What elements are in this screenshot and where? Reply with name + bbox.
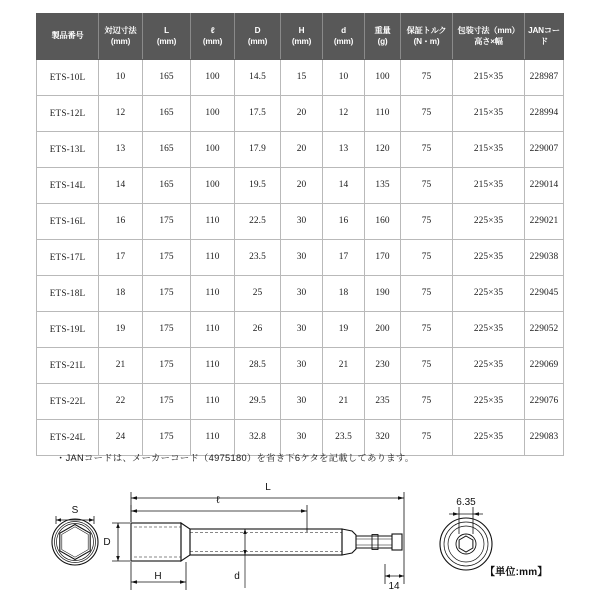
cell-D: 26 (235, 312, 281, 348)
cell-l-small: 100 (191, 96, 235, 132)
column-header-line1: 重量 (374, 26, 391, 36)
column-header-line1: L (164, 26, 169, 36)
cell-H: 30 (281, 276, 323, 312)
table-row (37, 312, 564, 348)
cell-L: 175 (143, 204, 191, 240)
cell-L: 175 (143, 276, 191, 312)
table-row (37, 384, 564, 420)
table-row (37, 348, 564, 384)
unit-note: 【単位:mm】 (485, 567, 548, 578)
column-header-line2: (g) (377, 36, 388, 46)
cell-H: 30 (281, 204, 323, 240)
column-header-across-flats (99, 14, 143, 60)
cell-torque: 75 (401, 312, 453, 348)
cell-d: 18 (323, 276, 365, 312)
cell-L: 165 (143, 132, 191, 168)
cell-d: 13 (323, 132, 365, 168)
cell-D: 22.5 (235, 204, 281, 240)
cell-jan-code: 229007 (525, 132, 564, 168)
cell-jan-code: 229045 (525, 276, 564, 312)
table-row (37, 240, 564, 276)
cell-D: 29.5 (235, 384, 281, 420)
column-header-package-size (453, 14, 525, 60)
column-header-line1: 対辺寸法 (104, 26, 137, 36)
cell-jan-code: 229038 (525, 240, 564, 276)
cell-D: 23.5 (235, 240, 281, 276)
column-header-line2: (mm) (333, 36, 354, 46)
column-header-L (143, 14, 191, 60)
cell-L: 175 (143, 312, 191, 348)
cell-package-size: 225×35 (453, 348, 525, 384)
column-header-line1: JANコード (528, 26, 560, 46)
cell-jan-code: 229083 (525, 420, 564, 456)
column-header-line1: H (298, 26, 305, 36)
cell-torque: 75 (401, 132, 453, 168)
cell-weight: 190 (365, 276, 401, 312)
dimension-D (112, 523, 130, 561)
cell-torque: 75 (401, 96, 453, 132)
specification-table (36, 13, 564, 456)
cell-L: 175 (143, 420, 191, 456)
cell-l-small: 110 (191, 204, 235, 240)
cell-product-number: ETS-22L (37, 384, 99, 420)
cell-d: 17 (323, 240, 365, 276)
cell-package-size: 215×35 (453, 168, 525, 204)
table-row (37, 204, 564, 240)
column-header-d (323, 14, 365, 60)
cell-l-small: 110 (191, 420, 235, 456)
column-header-line1: 包装寸法（mm） (457, 26, 520, 36)
table-body (37, 60, 564, 456)
jan-code-note: ・JANコードは、メーカーコード（4975180）を省き下6ケタを記載してあります。 (56, 453, 415, 463)
cell-across-flats: 21 (99, 348, 143, 384)
cell-d: 21 (323, 348, 365, 384)
cell-weight: 160 (365, 204, 401, 240)
cell-across-flats: 10 (99, 60, 143, 96)
cell-product-number: ETS-17L (37, 240, 99, 276)
dimension-value-drive-size: 6.35 (456, 497, 476, 508)
cell-jan-code: 229076 (525, 384, 564, 420)
cell-package-size: 225×35 (453, 204, 525, 240)
cell-l-small: 100 (191, 132, 235, 168)
cell-H: 30 (281, 348, 323, 384)
column-header-D (235, 14, 281, 60)
cell-d: 23.5 (323, 420, 365, 456)
cell-weight: 320 (365, 420, 401, 456)
cell-product-number: ETS-12L (37, 96, 99, 132)
cell-l-small: 110 (191, 312, 235, 348)
cell-d: 19 (323, 312, 365, 348)
cell-D: 17.5 (235, 96, 281, 132)
cell-across-flats: 19 (99, 312, 143, 348)
cell-D: 19.5 (235, 168, 281, 204)
cell-product-number: ETS-18L (37, 276, 99, 312)
cell-weight: 200 (365, 312, 401, 348)
cell-across-flats: 16 (99, 204, 143, 240)
column-header-line2: (mm) (291, 36, 312, 46)
cell-product-number: ETS-13L (37, 132, 99, 168)
cell-l-small: 110 (191, 348, 235, 384)
cell-D: 14.5 (235, 60, 281, 96)
cell-across-flats: 12 (99, 96, 143, 132)
column-header-line1: 製品番号 (51, 31, 84, 41)
dimension-d (243, 529, 247, 588)
table-row (37, 60, 564, 96)
cell-torque: 75 (401, 276, 453, 312)
cell-weight: 135 (365, 168, 401, 204)
column-header-H (281, 14, 323, 60)
column-header-line1: d (341, 26, 346, 36)
cell-D: 25 (235, 276, 281, 312)
cell-L: 165 (143, 168, 191, 204)
column-header-product-number (37, 14, 99, 60)
cell-across-flats: 24 (99, 420, 143, 456)
cell-package-size: 225×35 (453, 420, 525, 456)
cell-across-flats: 17 (99, 240, 143, 276)
cell-L: 175 (143, 240, 191, 276)
cell-product-number: ETS-14L (37, 168, 99, 204)
cell-across-flats: 14 (99, 168, 143, 204)
cell-torque: 75 (401, 60, 453, 96)
socket-end-view-icon (52, 519, 98, 565)
column-header-line2: (mm) (110, 36, 131, 46)
cell-H: 15 (281, 60, 323, 96)
cell-jan-code: 229021 (525, 204, 564, 240)
column-header-guaranteed-torque (401, 14, 453, 60)
column-header-line2: (mm) (202, 36, 223, 46)
product-technical-drawing (0, 472, 600, 600)
cell-weight: 120 (365, 132, 401, 168)
cell-D: 28.5 (235, 348, 281, 384)
column-header-line2: (N・m) (413, 36, 440, 46)
cell-torque: 75 (401, 384, 453, 420)
table-row (37, 132, 564, 168)
cell-across-flats: 13 (99, 132, 143, 168)
cell-D: 32.8 (235, 420, 281, 456)
cell-jan-code: 228994 (525, 96, 564, 132)
cell-d: 21 (323, 384, 365, 420)
column-header-line1: 保証トルク (406, 26, 447, 36)
dimension-label-L: L (265, 482, 271, 493)
cell-product-number: ETS-19L (37, 312, 99, 348)
cell-D: 17.9 (235, 132, 281, 168)
column-header-jan-code (525, 14, 564, 60)
cell-package-size: 225×35 (453, 276, 525, 312)
dimension-label-d: d (234, 571, 240, 582)
table-row (37, 168, 564, 204)
cell-jan-code: 229052 (525, 312, 564, 348)
dimension-label-S: S (71, 505, 79, 516)
cell-L: 165 (143, 60, 191, 96)
cell-torque: 75 (401, 204, 453, 240)
cell-torque: 75 (401, 348, 453, 384)
cell-weight: 235 (365, 384, 401, 420)
cell-product-number: ETS-10L (37, 60, 99, 96)
cell-L: 175 (143, 384, 191, 420)
socket-side-view (131, 523, 402, 561)
cell-torque: 75 (401, 168, 453, 204)
dimension-L (131, 492, 404, 532)
table-header (37, 14, 564, 60)
cell-H: 30 (281, 420, 323, 456)
dimension-label-l-small: ℓ (216, 495, 220, 506)
cell-torque: 75 (401, 240, 453, 276)
dimension-value-drive-length: 14 (388, 581, 400, 592)
dimension-label-D: D (103, 537, 111, 548)
cell-l-small: 100 (191, 60, 235, 96)
cell-product-number: ETS-16L (37, 204, 99, 240)
cell-weight: 100 (365, 60, 401, 96)
dimension-drive-length (385, 532, 404, 584)
dimension-label-H: H (154, 571, 162, 582)
cell-l-small: 100 (191, 168, 235, 204)
cell-package-size: 225×35 (453, 312, 525, 348)
cell-weight: 110 (365, 96, 401, 132)
column-header-weight (365, 14, 401, 60)
cell-H: 30 (281, 240, 323, 276)
cell-product-number: ETS-24L (37, 420, 99, 456)
cell-torque: 75 (401, 420, 453, 456)
specification-table-container (36, 13, 563, 456)
cell-d: 16 (323, 204, 365, 240)
cell-package-size: 215×35 (453, 96, 525, 132)
column-header-line2: 高さ×幅 (474, 36, 503, 46)
table-row (37, 276, 564, 312)
cell-H: 20 (281, 96, 323, 132)
cell-d: 12 (323, 96, 365, 132)
cell-package-size: 215×35 (453, 132, 525, 168)
cell-l-small: 110 (191, 384, 235, 420)
cell-H: 20 (281, 132, 323, 168)
cell-H: 30 (281, 384, 323, 420)
column-header-line2: (mm) (247, 36, 268, 46)
cell-product-number: ETS-21L (37, 348, 99, 384)
cell-L: 165 (143, 96, 191, 132)
dimension-l-small (131, 505, 307, 532)
cell-weight: 170 (365, 240, 401, 276)
cell-package-size: 225×35 (453, 240, 525, 276)
cell-l-small: 110 (191, 240, 235, 276)
cell-d: 14 (323, 168, 365, 204)
column-header-l-small (191, 14, 235, 60)
cell-jan-code: 229014 (525, 168, 564, 204)
cell-H: 20 (281, 168, 323, 204)
cell-d: 10 (323, 60, 365, 96)
cell-across-flats: 22 (99, 384, 143, 420)
cell-jan-code: 229069 (525, 348, 564, 384)
column-header-line2: (mm) (156, 36, 177, 46)
cell-l-small: 110 (191, 276, 235, 312)
cell-L: 175 (143, 348, 191, 384)
cell-jan-code: 228987 (525, 60, 564, 96)
table-row (37, 96, 564, 132)
table-header-row (37, 14, 564, 60)
cell-package-size: 215×35 (453, 60, 525, 96)
cell-weight: 230 (365, 348, 401, 384)
column-header-line1: D (254, 26, 261, 36)
cell-package-size: 225×35 (453, 384, 525, 420)
cell-across-flats: 18 (99, 276, 143, 312)
column-header-line1: ℓ (210, 26, 215, 36)
cell-H: 30 (281, 312, 323, 348)
